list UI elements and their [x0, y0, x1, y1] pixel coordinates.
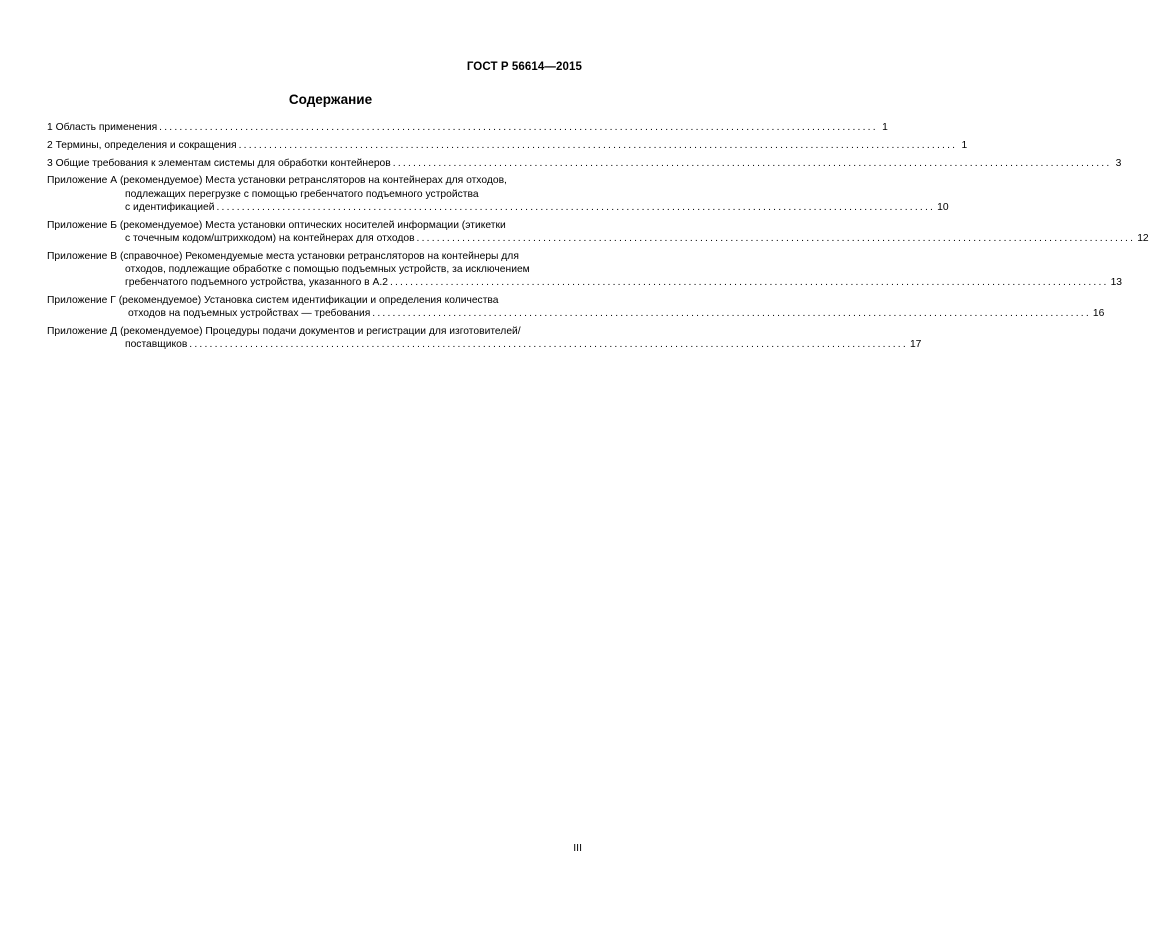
toc-entry-line [47, 201, 949, 214]
toc-entry-text: Приложение В (справочное) Рекомендуемые места установки ретрансляторов на контейнеры для [47, 250, 519, 262]
toc-page-number: 13 [1110, 277, 1123, 288]
toc-leader-dots: .............................................................................................................................................. [189, 339, 908, 350]
toc-entry-text: 2 Термины, определения и сокращения [47, 139, 237, 151]
toc-entry-line [47, 307, 1105, 320]
toc-page-number: 10 [937, 201, 949, 213]
toc-entry-text: Приложение Д (рекомендуемое) Процедуры подачи документов и регистрации для изготовителей/ [47, 325, 521, 337]
toc-entry-text: отходов, подлежащие обработке с помощью подъемных устройств, за исключением [125, 263, 530, 275]
toc-page-number: 1 [961, 139, 968, 151]
toc-entry-text: 1 Область применения [47, 122, 158, 133]
toc-entry-scope[interactable] [47, 121, 888, 134]
toc-page-number: 12 [1137, 232, 1149, 244]
table-of-contents [47, 121, 1149, 356]
toc-entry-line [47, 121, 888, 134]
toc-entry-appendix-a[interactable] [47, 174, 949, 214]
toc-entry-text: подлежащих перегрузке с помощью гребенчатого подъемного устройства [125, 188, 479, 200]
toc-entry-appendix-b[interactable] [47, 219, 1149, 245]
toc-entry-text: Приложение Б (рекомендуемое) Места установки оптических носителей информации (этикетки [47, 219, 506, 231]
toc-page-number: 3 [1115, 157, 1122, 169]
toc-leader-dots: .............................................................................................................................................. [372, 308, 1091, 319]
toc-entry-terms[interactable] [47, 139, 968, 152]
toc-leader-dots: .............................................................................................................................................. [389, 277, 1109, 288]
toc-entry-general-requirements[interactable] [47, 157, 1122, 170]
toc-entry-text: гребенчатого подъемного устройства, указанного в А.2 [125, 277, 388, 288]
toc-leader-dots: .............................................................................................................................................. [416, 232, 1136, 244]
toc-entry-text: с точечным кодом/штрихкодом) на контейнерах для отходов [125, 232, 415, 244]
toc-leader-dots: .............................................................................................................................................. [159, 122, 878, 133]
toc-entry-appendix-g[interactable] [47, 294, 1105, 320]
toc-entry-text: Приложение Г (рекомендуемое) Установка систем идентификации и определения количества [47, 294, 499, 306]
toc-entry-line [47, 338, 922, 351]
toc-entry-text: поставщиков [125, 339, 188, 350]
toc-leader-dots: .............................................................................................................................................. [392, 157, 1112, 169]
toc-entry-text: Приложение А (рекомендуемое) Места установки ретрансляторов на контейнерах для отходов, [47, 175, 507, 187]
toc-leader-dots: .............................................................................................................................................. [216, 201, 936, 213]
toc-leader-dots: .............................................................................................................................................. [238, 139, 958, 151]
toc-page-number: 1 [882, 122, 888, 133]
toc-entry-line [47, 139, 968, 152]
toc-entry-line [47, 276, 1123, 289]
toc-entry-appendix-d[interactable] [47, 325, 922, 351]
document-code: ГОСТ Р 56614—2015 [466, 61, 582, 73]
toc-entry-text: отходов на подъемных устройствах — требования [128, 308, 371, 319]
toc-page-number: 16 [1092, 308, 1105, 319]
toc-page-number: 17 [909, 339, 922, 350]
toc-entry-text: 3 Общие требования к элементам системы для обработки контейнеров [47, 157, 391, 169]
toc-entry-appendix-v[interactable] [47, 250, 1123, 290]
toc-entry-line [47, 232, 1149, 245]
toc-title: Содержание [288, 92, 373, 107]
toc-entry-text: с идентификацией [125, 201, 215, 213]
toc-entry-line [47, 157, 1122, 170]
page-number: III [573, 842, 582, 854]
